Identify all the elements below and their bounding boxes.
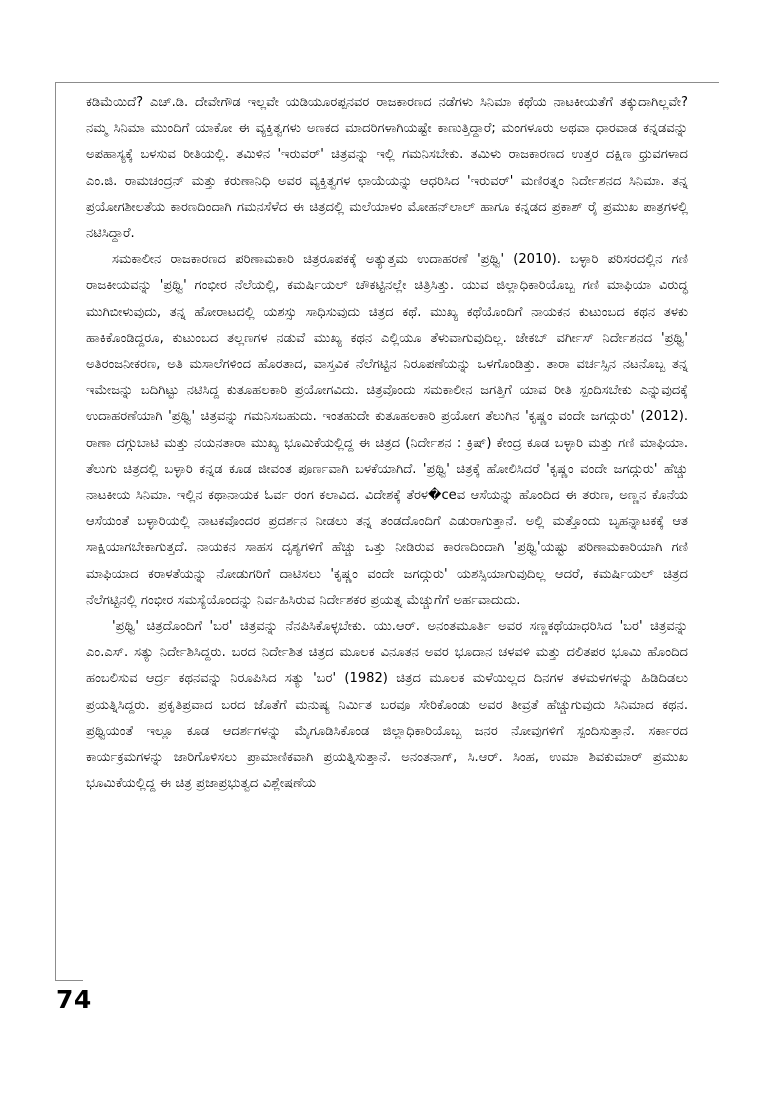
- paragraph-1: ಕಡಿಮೆಯಿದೆ? ಎಚ್.ಡಿ. ದೇವೇಗೌಡ ಇಲ್ಲವೇ ಯಡಿಯೂರಪ್ಪನವರ ರಾಜಕಾರಣದ ನಡೆಗಳು ಸಿನಿಮಾ ಕಥೆಯ ನಾಟಕೀಯತೆಗೆ ತಕ್ಕುದಾಗಿಲ್ಲವೇ? ನಮ್ಮ ಸಿನಿಮಾ ಮುಂದಿಗೆ ಯಾಕೋ ಈ ವ್ಯಕ್ತಿತ್ವಗಳು ಅಣಕದ ಮಾದರಿಗಳಾಗಿಯಷ್ಟೇ ಕಾಣುತ್ತಿದ್ದಾರೆ; ಮಂಗಳೂರು ಅಥವಾ ಧಾರವಾಡ ಕನ್ನಡವನ್ನು ಅಪಹಾಸ್ಯಕ್ಕೆ ಬಳಸುವ ರೀತಿಯಲ್ಲಿ. ತಮಿಳಿನ 'ಇರುವರ್' ಚಿತ್ರವನ್ನು ಇಲ್ಲಿ ಗಮನಿಸಬೇಕು. ತಮಿಳು ರಾಜಕಾರಣದ ಉತ್ತರ ದಕ್ಷಿಣ ಧ್ರುವಗಳಾದ ಎಂ.ಜಿ. ರಾಮಚಂದ್ರನ್ ಮತ್ತು ಕರುಣಾನಿಧಿ ಅವರ ವ್ಯಕ್ತಿತ್ವಗಳ ಛಾಯೆಯನ್ನು ಆಧರಿಸಿದ 'ಇರುವರ್' ಮಣಿರತ್ನಂ ನಿರ್ದೇಶನದ ಸಿನಿಮಾ. ತನ್ನ ಪ್ರಯೋಗಶೀಲತೆಯ ಕಾರಣದಿಂದಾಗಿ ಗಮನಸೆಳೆದ ಈ ಚಿತ್ರದಲ್ಲಿ ಮಲೆಯಾಳಂ ಮೋಹನ್‌ಲಾಲ್ ಹಾಗೂ ಕನ್ನಡದ ಪ್ರಕಾಶ್ ರೈ ಪ್ರಮುಖ ಪಾತ್ರಗಳಲ್ಲಿ ನಟಿಸಿದ್ದಾರೆ.: [86, 95, 688, 242]
- header-divider: [55, 82, 719, 83]
- left-margin-rule: [55, 82, 56, 980]
- paragraph-2: ಸಮಕಾಲೀನ ರಾಜಕಾರಣದ ಪರಿಣಾಮಕಾರಿ ಚಿತ್ರರೂಪಕಕ್ಕೆ ಅತ್ಯುತ್ತಮ ಉದಾಹರಣೆ 'ಪ್ರಥ್ವಿ' (2010). ಬಳ್ಳಾರಿ ಪರಿಸರದಲ್ಲಿನ ಗಣಿ ರಾಜಕೀಯವನ್ನು 'ಪ್ರಥ್ವಿ' ಗಂಭೀರ ನೆಲೆಯಲ್ಲಿ, ಕಮರ್ಷಿಯಲ್ ಚೌಕಟ್ಟಿನಲ್ಲೇ ಚಿತ್ರಿಸಿತ್ತು. ಯುವ ಜಿಲ್ಲಾಧಿಕಾರಿಯೊಬ್ಬ ಗಣಿ ಮಾಫಿಯಾ ವಿರುದ್ಧ ಮುಗಿಬೀಳುವುದು, ತನ್ನ ಹೋರಾಟದಲ್ಲಿ ಯಶಸ್ಸು ಸಾಧಿಸುವುದು ಚಿತ್ರದ ಕಥೆ. ಮುಖ್ಯ ಕಥೆಯೊಂದಿಗೆ ನಾಯಕನ ಕುಟುಂಬದ ಕಥನ ತಳಕು ಹಾಕಿಕೊಂಡಿದ್ದರೂ, ಕುಟುಂಬದ ತಲ್ಲಣಗಳ ನಡುವೆ ಮುಖ್ಯ ಕಥನ ಎಲ್ಲಿಯೂ ತೆಳುವಾಗುವುದಿಲ್ಲ. ಜೇಕಬ್ ವರ್ಗೀಸ್ ನಿರ್ದೇಶನದ 'ಪ್ರಥ್ವಿ' ಅತಿರಂಜನೀಕರಣ, ಅತಿ ಮಸಾಲೆಗಳಿಂದ ಹೊರತಾದ, ವಾಸ್ತವಿಕ ನೆಲೆಗಟ್ಟಿನ ನಿರೂಪಣೆಯನ್ನು ಒಳಗೊಂಡಿತ್ತು. ತಾರಾ ವರ್ಚಸ್ಸಿನ ನಟನೊಬ್ಬ ತನ್ನ ಇಮೇಜನ್ನು ಬದಿಗಿಟ್ಟು ನಟಿಸಿದ್ದ ಕುತೂಹಲಕಾರಿ ಪ್ರಯೋಗವಿದು. ಚಿತ್ರವೊಂದು ಸಮಕಾಲೀನ ಜಗತ್ತಿಗೆ ಯಾವ ರೀತಿ ಸ್ಪಂದಿಸಬೇಕು ಎನ್ನುವುದಕ್ಕೆ ಉದಾಹರಣೆಯಾಗಿ 'ಪ್ರಥ್ವಿ' ಚಿತ್ರವನ್ನು ಗಮನಿಸಬಹುದು. ಇಂತಹುದೇ ಕುತೂಹಲಕಾರಿ ಪ್ರಯೋಗ ತೆಲುಗಿನ 'ಕೃಷ್ಣಂ ವಂದೇ ಜಗದ್ಗುರು' (2012). ರಾಣಾ ದಗ್ಗುಬಾಟಿ ಮತ್ತು ನಯನತಾರಾ ಮುಖ್ಯ ಭೂಮಿಕೆಯಲ್ಲಿದ್ದ ಈ ಚಿತ್ರದ (ನಿರ್ದೇಶನ : ಕ್ರಿಷ್) ಕೇಂದ್ರ ಕೂಡ ಬಳ್ಳಾರಿ ಮತ್ತು ಗಣಿ ಮಾಫಿಯಾ. ತೆಲುಗು ಚಿತ್ರದಲ್ಲಿ ಬಳ್ಳಾರಿ ಕನ್ನಡ ಕೂಡ ಜೀವಂತ ಪೂರ್ಣವಾಗಿ ಬಳಕೆಯಾಗಿದೆ. 'ಪ್ರಥ್ವಿ' ಚಿತ್ರಕ್ಕೆ ಹೋಲಿಸಿದರೆ 'ಕೃಷ್ಣಂ ವಂದೇ ಜಗದ್ಗುರು' ಹೆಚ್ಚು ನಾಟಕೀಯ ಸಿನಿಮಾ. ಇಲ್ಲಿನ ಕಥಾನಾಯಕ ಓರ್ವ ರಂಗ ಕಲಾವಿದ. ವಿದೇಶಕ್ಕೆ ತೆರಳ�ceವ ಆಸೆಯನ್ನು ಹೊಂದಿದ ಈ ತರುಣ, ಅಣ್ಣನ ಕೊನೆಯ ಆಸೆಯಂತೆ ಬಳ್ಳಾರಿಯಲ್ಲಿ ನಾಟಕವೊಂದರ ಪ್ರದರ್ಶನ ನೀಡಲು ತನ್ನ ತಂಡದೊಂದಿಗೆ ಎಡುರಾಗುತ್ತಾನೆ. ಅಲ್ಲಿ ಮತ್ತೊಂದು ಬೃಹನ್ನಾಟಕಕ್ಕೆ ಆತ ಸಾಕ್ಷಿಯಾಗಬೇಕಾಗುತ್ತದೆ. ನಾಯಕನ ಸಾಹಸ ದೃಶ್ಯಗಳಿಗೆ ಹೆಚ್ಚು ಒತ್ತು ನೀಡಿರುವ ಕಾರಣದಿಂದಾಗಿ 'ಪ್ರಥ್ವಿ'ಯಷ್ಟು ಪರಿಣಾಮಕಾರಿಯಾಗಿ ಗಣಿ ಮಾಫಿಯಾದ ಕರಾಳತೆಯನ್ನು ನೋಡುಗರಿಗೆ ದಾಟಿಸಲು 'ಕೃಷ್ಣಂ ವಂದೇ ಜಗದ್ಗುರು' ಯಶಸ್ಸಿಯಾಗುವುದಿಲ್ಲ ಆದರೆ, ಕಮರ್ಷಿಯಲ್ ಚಿತ್ರದ ನೆಲೆಗಟ್ಟಿನಲ್ಲಿ ಗಂಭೀರ ಸಮಸ್ಯೆಯೊಂದನ್ನು ನಿರ್ವಹಿಸಿರುವ ನಿರ್ದೇಶಕರ ಪ್ರಯತ್ನ ಮೆಚ್ಚುಗೆಗೆ ಅರ್ಹವಾದುದು.: [86, 252, 688, 608]
- page-number: 74: [56, 985, 92, 1014]
- paragraph-3: 'ಪ್ರಥ್ವಿ' ಚಿತ್ರದೊಂದಿಗೆ 'ಬರ' ಚಿತ್ರವನ್ನು ನೆನಪಿಸಿಕೊಳ್ಳಬೇಕು. ಯು.ಆರ್. ಅನಂತಮೂರ್ತಿ ಅವರ ಸಣ್ಣಕಥೆಯಾಧರಿಸಿದ 'ಬರ' ಚಿತ್ರವನ್ನು ಎಂ.ಎಸ್. ಸತ್ಯು ನಿರ್ದೇಶಿಸಿದ್ದರು. ಬರದ ನಿರ್ದೇಶಿತ ಚಿತ್ರದ ಮೂಲಕ ವಿನೂತನ ಅವರ ಭೂದಾನ ಚಳವಳಿ ಮತ್ತು ದಲಿತಪರ ಭೂಮಿ ಹೊಂದಿದ ಹಂಬಲಿಸುವ ಆರ್ದ್ರ ಕಥನವನ್ನು ನಿರೂಪಿಸಿದ ಸತ್ಯು 'ಬರ' (1982) ಚಿತ್ರದ ಮೂಲಕ ಮಳೆಯಿಲ್ಲದ ದಿನಗಳ ತಳಮಳಗಳನ್ನು ಹಿಡಿದಿಡಲು ಪ್ರಯತ್ನಿಸಿದ್ದರು. ಪ್ರಕೃತಿಪ್ರವಾದ ಬರದ ಜೊತೆಗೆ ಮನುಷ್ಯ ನಿರ್ಮಿತ ಬರವೂ ಸೇರಿಕೊಂಡು ಅವರ ತೀವ್ರತೆ ಹೆಚ್ಚುಗುವುದು ಸಿನಿಮಾದ ಕಥನ. ಪ್ರಥ್ವಿಯಂತೆ ಇಲ್ಲೂ ಕೂಡ ಆದರ್ಶಗಳನ್ನು ಮೈಗೂಡಿಸಿಕೊಂಡ ಜಿಲ್ಲಾಧಿಕಾರಿಯೊಬ್ಬ ಜನರ ನೋವುಗಳಿಗೆ ಸ್ಪಂದಿಸುತ್ತಾನೆ. ಸರ್ಕಾರದ ಕಾರ್ಯಕ್ರಮಗಳನ್ನು ಜಾರಿಗೊಳಿಸಲು ಪ್ರಾಮಾಣಿಕವಾಗಿ ಪ್ರಯತ್ನಿಸುತ್ತಾನೆ. ಅನಂತನಾಗ್, ಸಿ.ಆರ್. ಸಿಂಹ, ಉಮಾ ಶಿವಕುಮಾರ್ ಪ್ರಮುಖ ಭೂಮಿಕೆಯಲ್ಲಿದ್ದ ಈ ಚಿತ್ರ ಪ್ರಜಾಪ್ರಭುತ್ವದ ವಿಶ್ಲೇಷಣೆಯ: [86, 619, 688, 792]
- body-text: [86, 90, 688, 797]
- footer-divider: [55, 980, 83, 981]
